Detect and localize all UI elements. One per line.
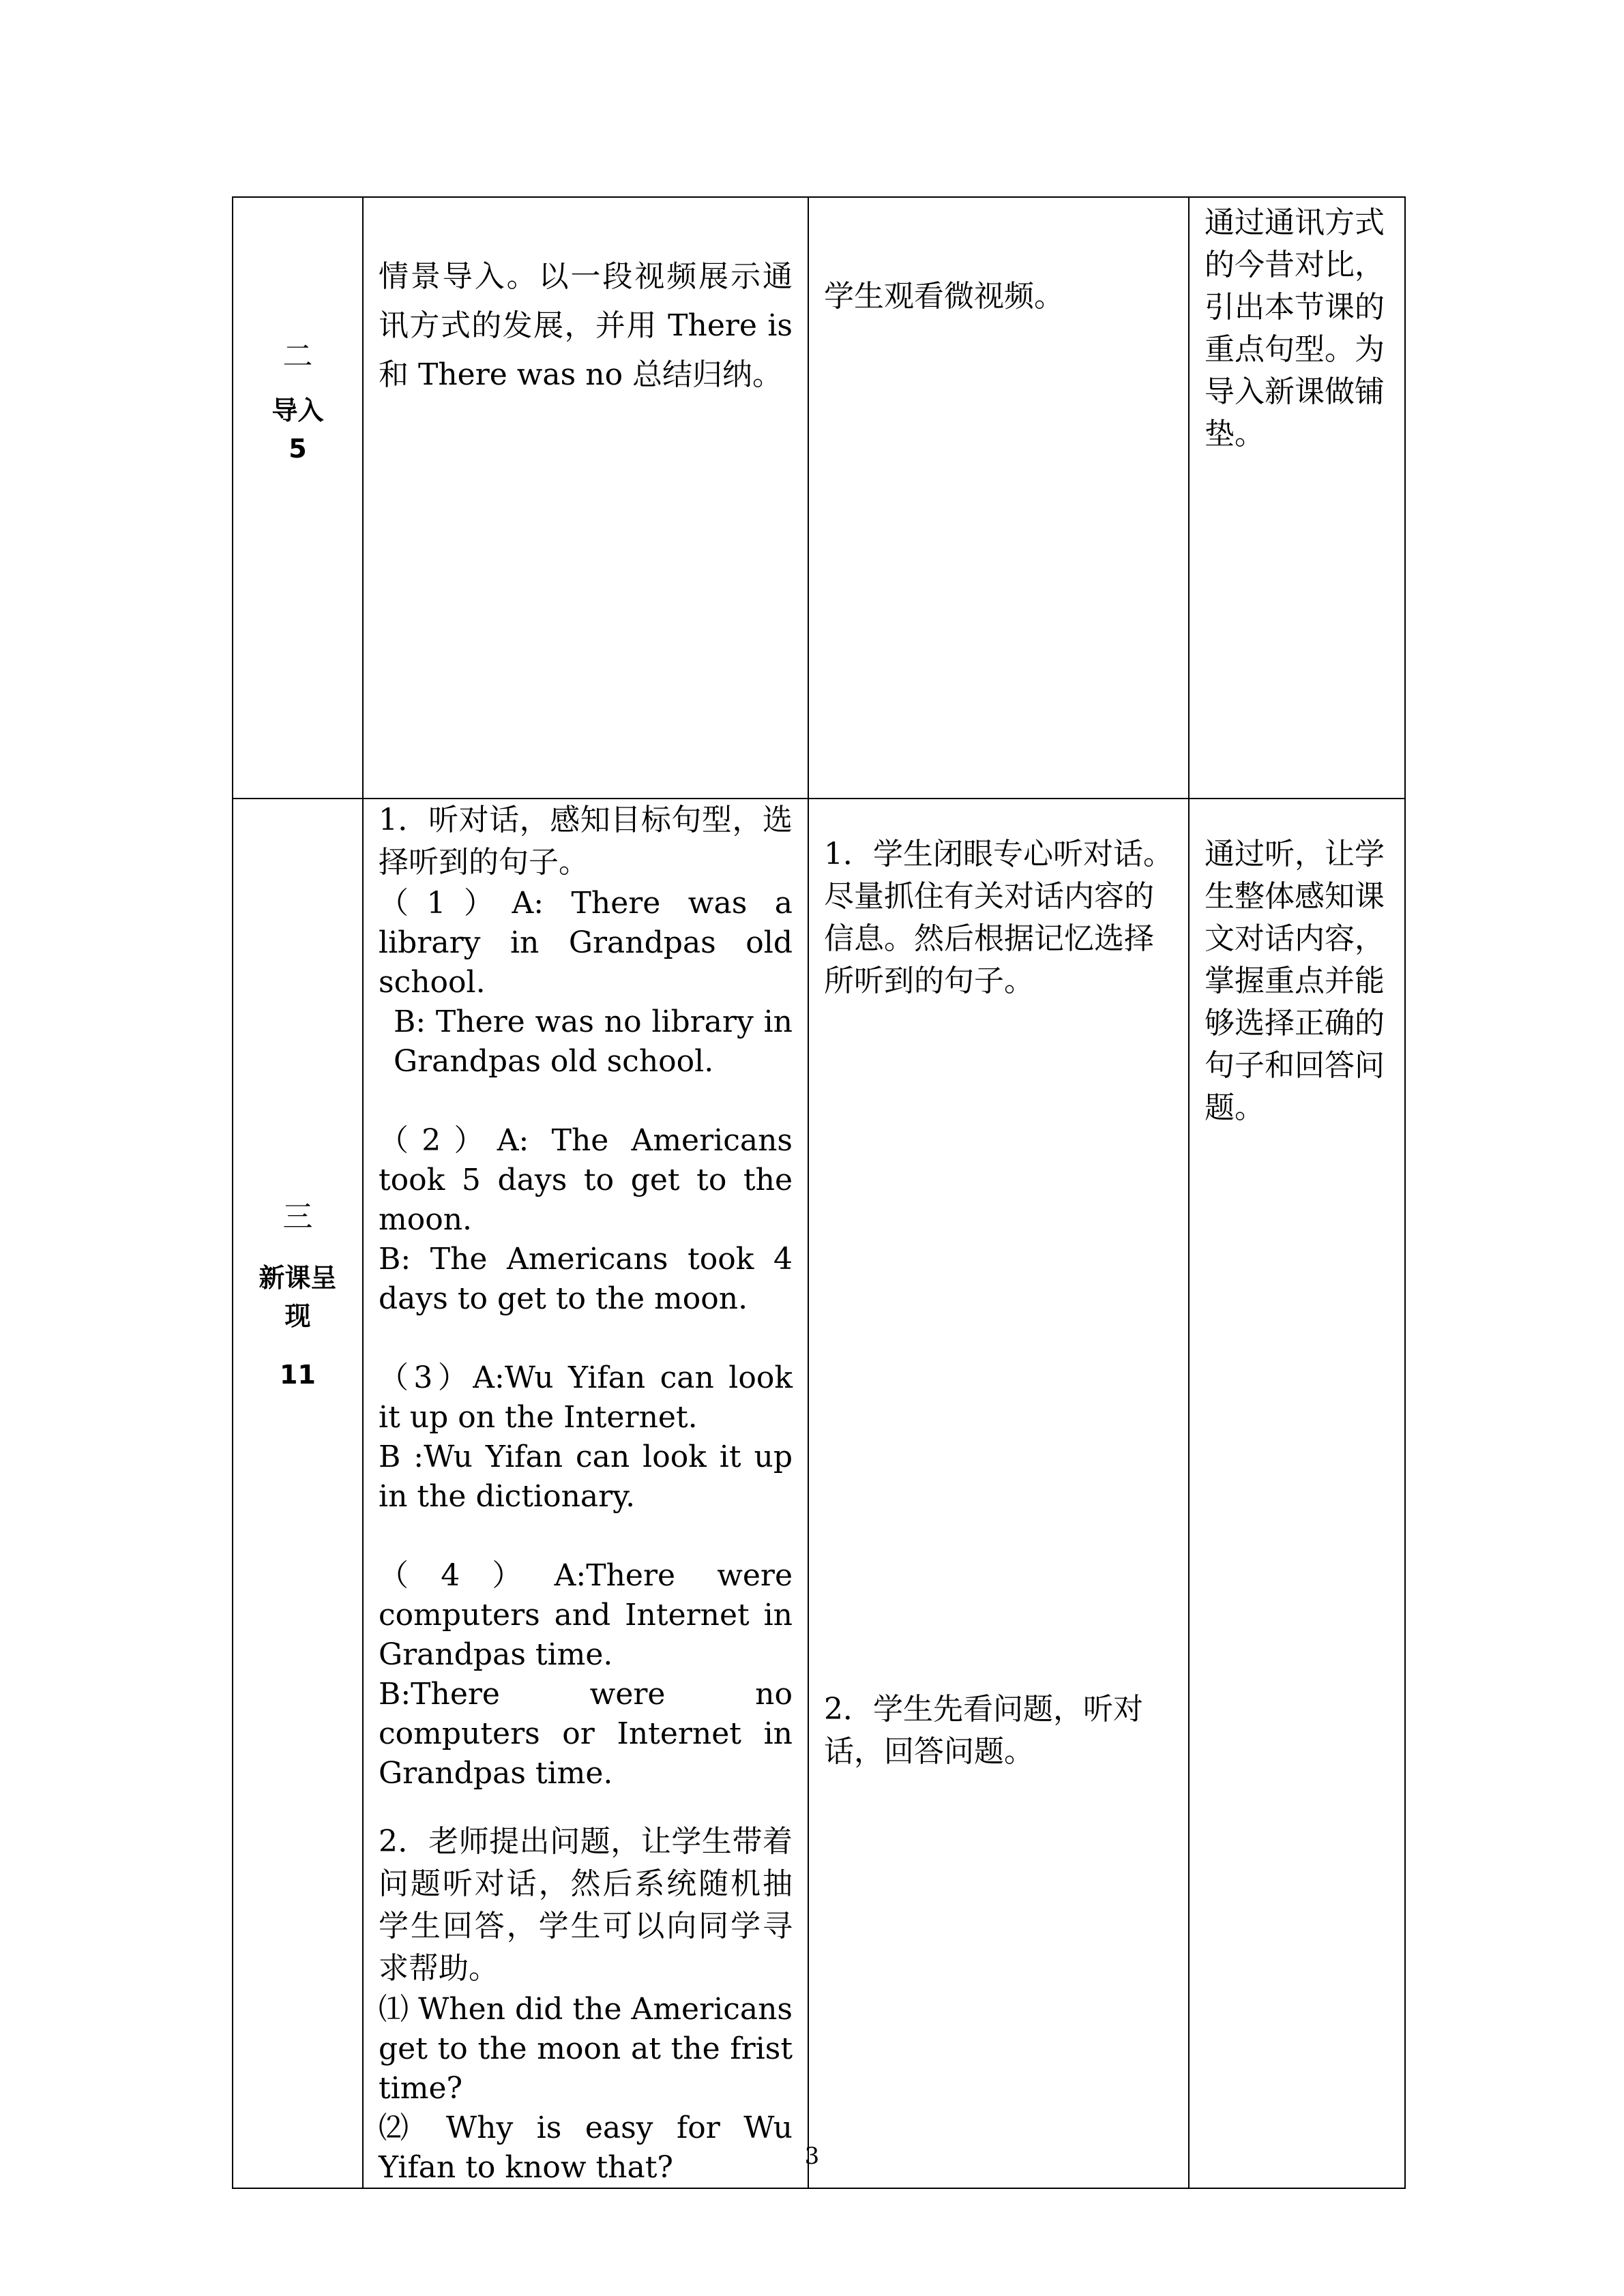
stage-name: 导入 — [271, 396, 324, 426]
stage-name: 新课呈现 — [259, 1263, 337, 1331]
stage-cell — [233, 197, 363, 799]
stage-number: 二 — [282, 339, 313, 374]
content-paragraph: （2）A: The Americans took 5 days to get to the moon. — [379, 1123, 793, 1237]
student-cell — [808, 799, 1189, 2188]
content-paragraph: B:There were no computers or Internet in Grandpas time. — [379, 1677, 793, 1791]
stage-cell — [233, 799, 363, 2188]
content-paragraph: ⑵ Why is easy for Wu Yifan to know that? — [379, 2111, 793, 2185]
content-paragraph: ⑴ When did the Americans get to the moon at the frist time? — [379, 1992, 793, 2106]
stage-number: 三 — [282, 1199, 313, 1234]
design-purpose: 通过听，让学生整体感知课文对话内容，掌握重点并能够选择正确的句子和回答问题。 — [1205, 837, 1385, 1125]
stage-time: 5 — [289, 434, 307, 464]
teaching-content — [364, 799, 808, 2188]
student-activity: 2．学生先看问题，听对话，回答问题。 — [824, 1692, 1143, 1769]
purpose-cell — [1189, 197, 1405, 799]
content-paragraph: B: There was no library in Grandpas old school. — [394, 1004, 793, 1079]
content-paragraph: 情景导入。以一段视频展示通讯方式的发展，并用 There is和 There was no 总结归纳。 — [379, 259, 793, 392]
table-row — [233, 197, 1405, 799]
student-activity: 学生观看微视频。 — [824, 279, 1064, 314]
content-paragraph: （3）A:Wu Yifan can look it up on the Internet. — [379, 1360, 793, 1435]
content-paragraph: B :Wu Yifan can look it up in the dictionary. — [379, 1440, 793, 1514]
student-cell — [808, 197, 1189, 799]
content-paragraph: （4）A:There were computers and Internet in Grandpas time. — [379, 1558, 793, 1672]
design-purpose: 通过通讯方式的今昔对比，引出本节课的重点句型。为导入新课做铺垫。 — [1205, 205, 1385, 451]
teaching-content — [364, 252, 808, 400]
content-cell — [363, 197, 808, 799]
lesson-plan-table — [232, 196, 1406, 2189]
content-cell — [363, 799, 808, 2188]
content-paragraph: B: The Americans took 4 days to get to the moon. — [379, 1242, 793, 1316]
purpose-cell — [1189, 799, 1405, 2188]
stage-time: 11 — [280, 1360, 316, 1390]
page-number: 3 — [804, 2143, 820, 2170]
student-activity: 1．学生闭眼专心听对话。尽量抓住有关对话内容的信息。然后根据记忆选择所听到的句子。 — [824, 837, 1173, 998]
content-paragraph: （1）A: There was a library in Grandpas old school. — [379, 886, 793, 1000]
content-paragraph: 1．听对话，感知目标句型，选择听到的句子。 — [379, 803, 793, 880]
table-row — [233, 799, 1405, 2188]
content-paragraph: 2．老师提出问题，让学生带着问题听对话，然后系统随机抽学生回答，学生可以向同学寻求帮助。 — [379, 1824, 793, 1986]
